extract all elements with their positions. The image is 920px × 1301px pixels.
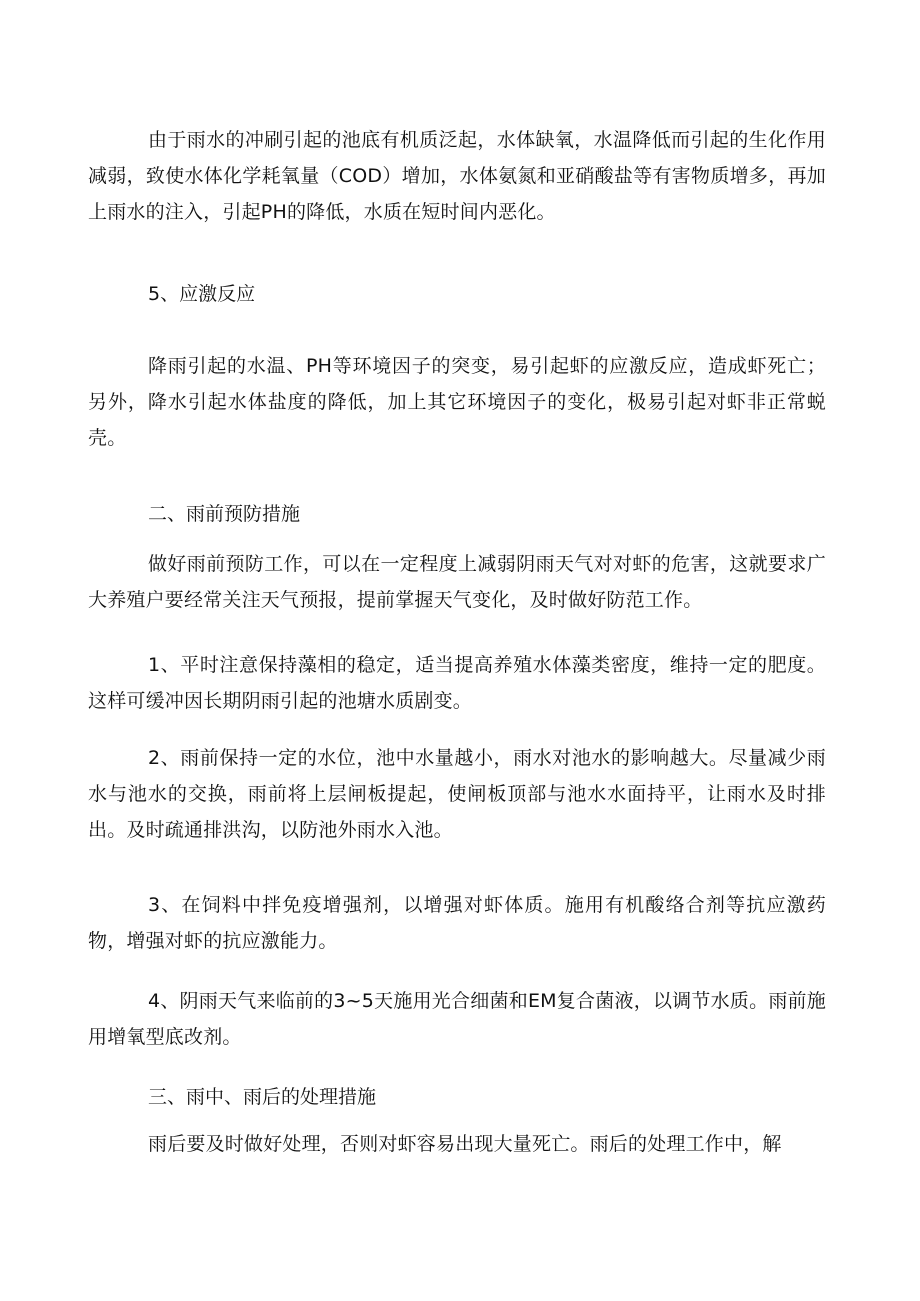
- paragraph-measure-3: 3、在饲料中拌免疫增强剂，以增强对虾体质。施用有机酸络合剂等抗应激药物，增强对虾的抗应激能力。: [88, 894, 826, 952]
- paragraph-measure-2: 2、雨前保持一定的水位，池中水量越小，雨水对池水的影响越大。尽量减少雨水与池水的交换，雨前将上层闸板提起，使闸板顶部与池水水面持平，让雨水及时排出。及时疏通排洪沟，以防池外雨水入池。: [88, 747, 826, 841]
- paragraph-stress-reaction: 降雨引起的水温、PH等环境因子的突变，易引起虾的应激反应，造成虾死亡；另外，降水引起水体盐度的降低，加上其它环境因子的变化，极易引起对虾非正常蜕壳。: [88, 355, 826, 449]
- paragraph-pre-rain-intro: 做好雨前预防工作，可以在一定程度上减弱阴雨天气对对虾的危害，这就要求广大养殖户要经常关注天气预报，提前掌握天气变化，及时做好防范工作。: [88, 553, 826, 611]
- heading-pre-rain-measures: 二、雨前预防措施: [148, 503, 301, 525]
- paragraph-measure-1: 1、平时注意保持藻相的稳定，适当提高养殖水体藻类密度，维持一定的肥度。这样可缓冲因长期阴雨引起的池塘水质剧变。: [88, 654, 826, 712]
- heading-stress-reaction: 5、应激反应: [148, 283, 256, 305]
- paragraph-measure-4: 4、阴雨天气来临前的3~5天施用光合细菌和EM复合菌液，以调节水质。雨前施用增氧型底改剂。: [88, 990, 826, 1048]
- paragraph-cod-increase: 由于雨水的冲刷引起的池底有机质泛起，水体缺氧，水温降低而引起的生化作用减弱，致使水体化学耗氧量（COD）增加，水体氨氮和亚硝酸盐等有害物质增多，再加上雨水的注入，引起PH的降低，水质在短时间内恶化。: [88, 129, 826, 223]
- paragraph-after-rain: 雨后要及时做好处理，否则对虾容易出现大量死亡。雨后的处理工作中，解: [148, 1133, 782, 1155]
- heading-during-after-rain: 三、雨中、雨后的处理措施: [148, 1086, 377, 1108]
